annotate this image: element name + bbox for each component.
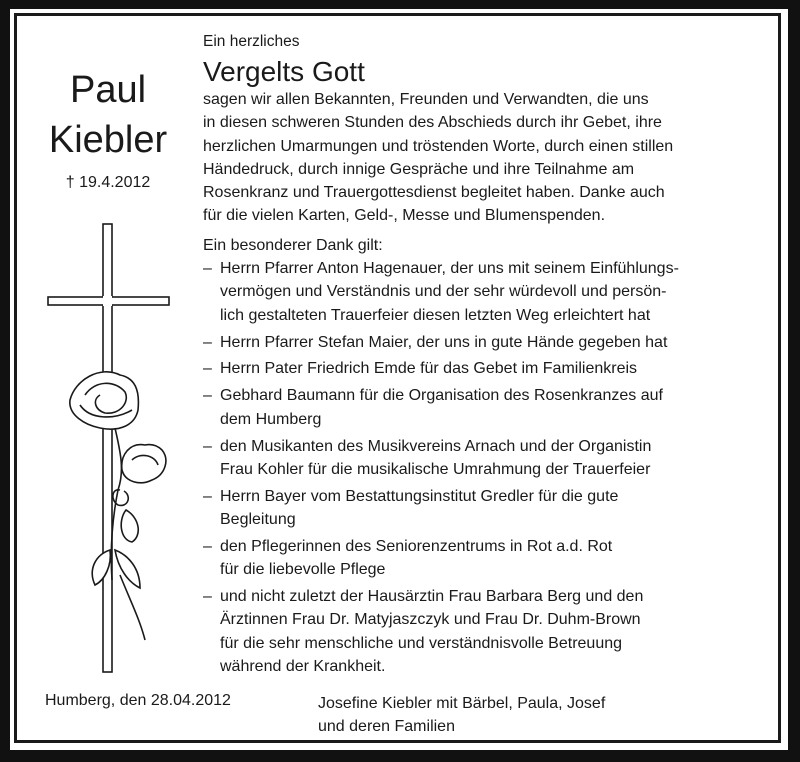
signature-line: Josefine Kiebler mit Bärbel, Paula, Josef bbox=[318, 695, 606, 712]
thanks-item: – Herrn Pfarrer Stefan Maier, der uns in gute Hände gegeben hat bbox=[203, 331, 778, 354]
thanks-item: – Herrn Pfarrer Anton Hagenauer, der uns mit seinem Einfühlungs- vermögen und Verständnis und der sehr würdevoll und persön- lich gestalteten Trauerfeier diesen letzten Weg erleichtert hat bbox=[203, 257, 778, 327]
intro-line: sagen wir allen Bekannten, Freunden und Verwandten, die uns bbox=[203, 91, 649, 108]
intro-line: Rosenkranz und Trauergottesdienst begleitet haben. Danke auch bbox=[203, 184, 665, 202]
thanks-item: – Herrn Bayer vom Bestattungsinstitut Gredler für die gute Begleitung bbox=[203, 485, 778, 532]
thanks-list bbox=[203, 257, 778, 678]
death-date: † 19.4.2012 bbox=[65, 174, 151, 191]
signature-line: und deren Familien bbox=[318, 718, 455, 736]
thanks-item: – den Pflegerinnen des Seniorenzentrums in Rot a.d. Rot für die liebevolle Pflege bbox=[203, 535, 778, 582]
signature bbox=[318, 692, 605, 739]
thanks-item: – Gebhard Baumann für die Organisation des Rosenkranzes auf dem Humberg bbox=[203, 384, 778, 431]
thanks-item: – und nicht zuletzt der Hausärztin Frau Barbara Berg und den Ärztinnen Frau Dr. Matyjaszczyk und Frau Dr. Duhm-Brown für die sehr menschliche und verständnisvolle Betreuung während der Krankheit. bbox=[203, 585, 778, 678]
intro-line: Händedruck, durch innige Gespräche und ihre Teilnahme am bbox=[203, 160, 635, 178]
deceased-first-name: Paul bbox=[69, 69, 147, 111]
thanks-heading: Ein besonderer Dank gilt: bbox=[203, 236, 383, 254]
cross-with-roses-illustration bbox=[40, 220, 180, 680]
thanks-item: – den Musikanten des Musikvereins Arnach und der Organistin Frau Kohler für die musikalische Umrahmung der Trauerfeier bbox=[203, 435, 778, 482]
intro-paragraph bbox=[203, 88, 778, 228]
rose-icon bbox=[70, 372, 166, 640]
thanks-item: – Herrn Pater Friedrich Emde für das Gebet im Familienkreis bbox=[203, 357, 778, 380]
deceased-last-name: Kiebler bbox=[48, 119, 168, 161]
thanks-text bbox=[203, 30, 778, 678]
heading-pre: Ein herzliches bbox=[203, 33, 300, 50]
intro-line: für die vielen Karten, Geld-, Messe und Blumenspenden. bbox=[203, 207, 606, 225]
place-date: Humberg, den 28.04.2012 bbox=[45, 692, 231, 709]
intro-line: herzlichen Umarmungen und tröstenden Worte, durch einen stillen bbox=[203, 137, 674, 155]
heading-title: Vergelts Gott bbox=[203, 56, 365, 87]
intro-line: in diesen schweren Stunden des Abschieds durch ihr Gebet, ihre bbox=[203, 114, 662, 132]
